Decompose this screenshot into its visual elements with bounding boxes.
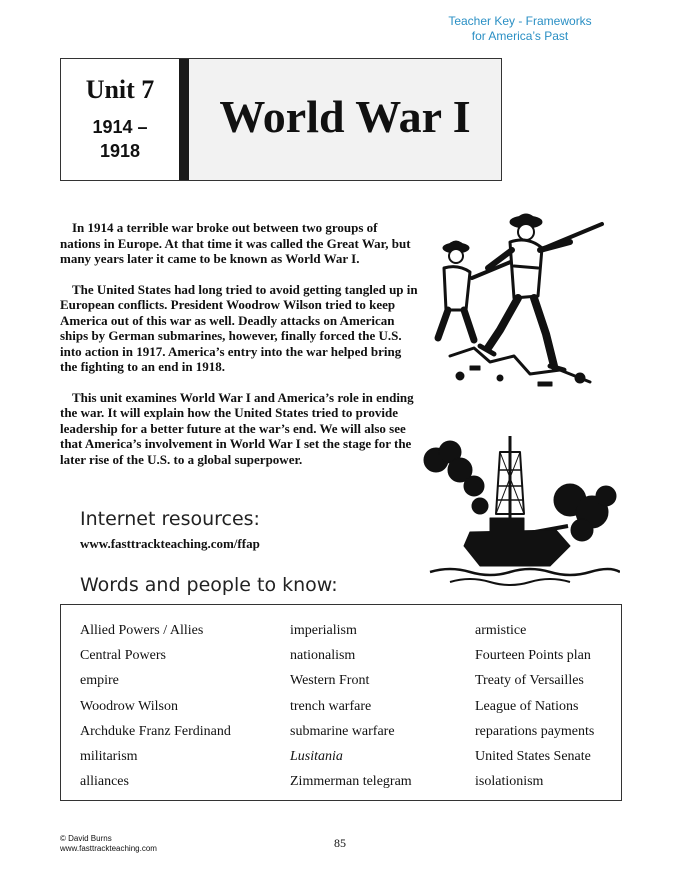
vocab-term: Lusitania <box>290 748 343 764</box>
words-heading: Words and people to know: <box>80 574 338 596</box>
vocabulary-column-3 <box>475 618 594 794</box>
vocab-term: trench warfare <box>290 698 372 714</box>
soldiers-illustration-icon <box>430 206 610 390</box>
unit-years <box>61 115 179 163</box>
vocab-term: Fourteen Points plan <box>475 648 591 664</box>
vocab-term: Allied Powers / Allies <box>80 623 204 638</box>
vocab-term: empire <box>80 673 119 689</box>
vocabulary-box <box>60 604 622 801</box>
vocab-term: isolationism <box>475 774 544 790</box>
intro-paragraph: The United States had long tried to avoid getting tangled up in European conflicts. President Woodrow Wilson tried to keep America out of this war as well. Deadly attacks on American ships by German submarines, however, finally forced the U.S. into action in 1917. America’s entry into the war helped bring the fighting to an end in 1918. <box>60 281 418 374</box>
title-divider <box>179 59 189 180</box>
vocabulary-column-2 <box>290 618 412 794</box>
vocab-term: nationalism <box>290 648 356 664</box>
intro-paragraph: This unit examines World War I and America’s role in ending the war. It will explain how the United States tried to provide leadership for a better future at the war’s end. We will also see that America’s involvement in World War I set the stage for the later rise of the U.S. to a global superpower. <box>60 389 414 467</box>
vocab-term: Woodrow Wilson <box>80 698 178 714</box>
title-box <box>60 58 502 181</box>
vocabulary-column-1 <box>80 618 231 794</box>
teacher-key-label <box>420 14 620 44</box>
copyright-text: © David Burns <box>60 834 112 843</box>
vocab-term: alliances <box>80 774 129 790</box>
resource-link[interactable]: www.fasttrackteaching.com/ffap <box>80 536 260 551</box>
unit-years-start: 1914 – <box>92 117 148 137</box>
vocab-term: Archduke Franz Ferdinand <box>80 723 231 739</box>
unit-years-end: 1918 <box>99 141 141 161</box>
intro-text <box>60 220 418 482</box>
vocab-term: militarism <box>80 748 138 764</box>
page-number: 85 <box>334 836 346 850</box>
footer-website: www.fasttrackteaching.com <box>60 844 157 853</box>
vocab-term: Treaty of Versailles <box>475 673 584 689</box>
vocab-term: submarine warfare <box>290 723 395 739</box>
battleship-illustration-icon <box>420 434 620 588</box>
unit-number: Unit 7 <box>85 75 155 104</box>
vocab-term: Western Front <box>290 673 370 689</box>
vocab-term: Zimmerman telegram <box>290 774 412 790</box>
vocab-term: Central Powers <box>80 648 166 664</box>
intro-paragraph: In 1914 a terrible war broke out between two groups of nations in Europe. At that time it was called the Great War, but many years later it came to be known as World War I. <box>60 220 411 266</box>
vocab-term: armistice <box>475 623 527 638</box>
internet-resources-heading: Internet resources: <box>80 508 260 530</box>
vocab-term: imperialism <box>290 623 357 638</box>
vocab-term: United States Senate <box>475 748 591 764</box>
page-title: World War I <box>219 91 471 142</box>
unit-panel <box>61 59 179 180</box>
teacher-key-line1: Teacher Key - Frameworks <box>448 14 592 28</box>
teacher-key-line2: for America’s Past <box>471 29 569 43</box>
vocab-term: League of Nations <box>475 698 579 714</box>
vocab-term: reparations payments <box>475 723 595 739</box>
